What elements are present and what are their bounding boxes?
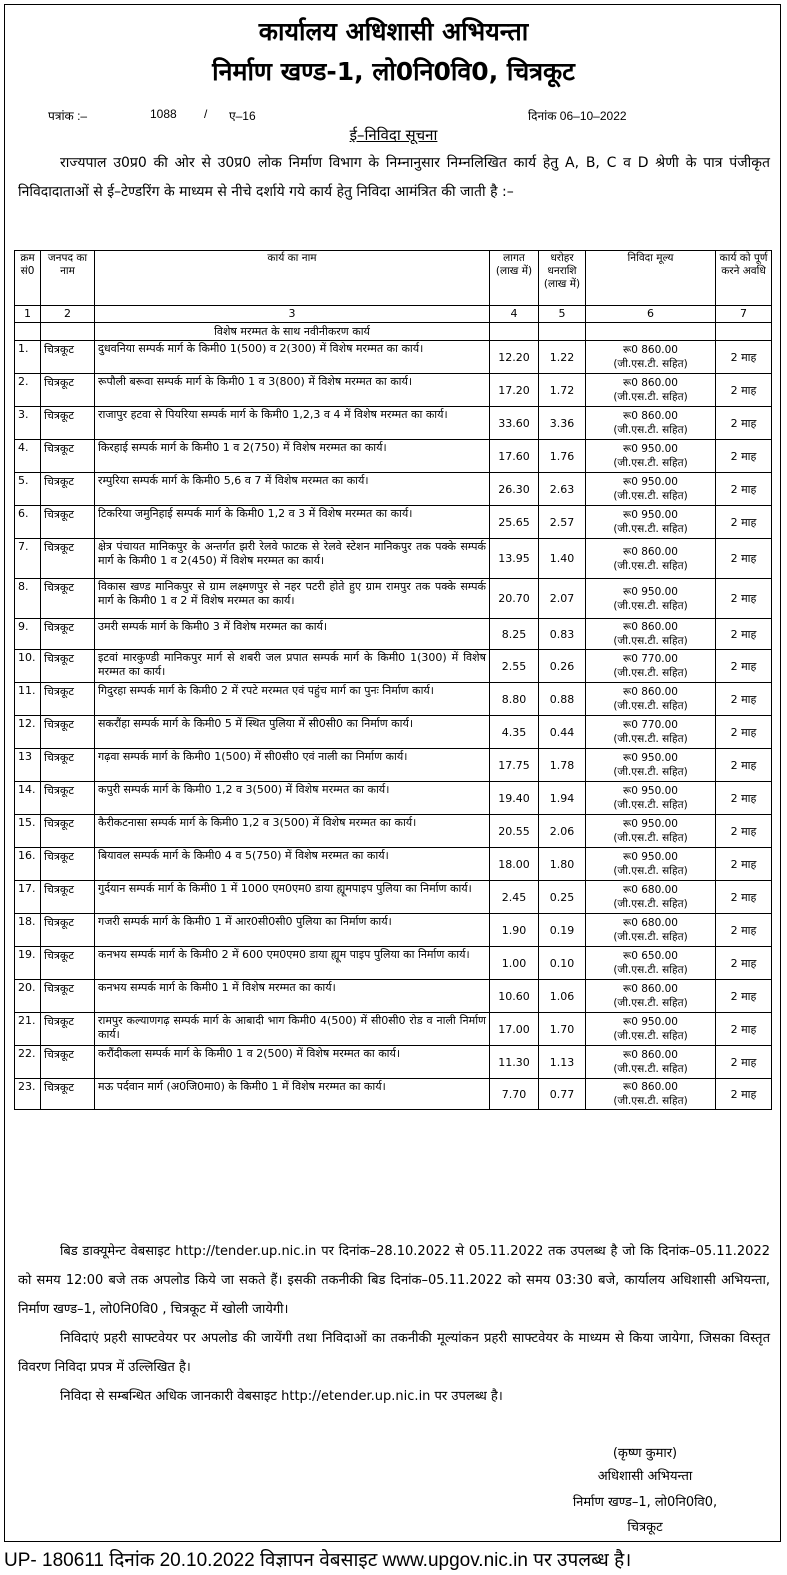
row-price-gst: (जी.एस.टी. सहित): [613, 832, 688, 844]
table-row: [15, 341, 772, 374]
signatory-designation: अधिशासी अभियन्ता: [597, 1469, 693, 1484]
column-number: 6: [586, 306, 716, 323]
row-district: चित्रकूट: [41, 1013, 95, 1046]
row-district: चित्रकूट: [41, 579, 95, 619]
row-district: चित्रकूट: [41, 407, 95, 440]
row-cost: 17.20: [490, 374, 539, 407]
row-district: चित्रकूट: [41, 716, 95, 749]
row-work-name: गिदुरहा सम्पर्क मार्ग के किमी0 2 में रपटे मरम्मत एवं पहुंच मार्ग का पुनः निर्माण कार्य।: [95, 683, 490, 716]
header-district: जनपद का नाम: [41, 251, 95, 306]
row-work-name: क्षेत्र पंचायत मानिकपुर के अन्तर्गत झरी रेलवे फाटक से रेलवे स्टेशन मानिकपुर तक पक्के सम्पर्क मार्ग के किमी0 1 व 2(450) में विशेष मरम्मत का कार्य।: [95, 539, 490, 579]
row-emd: 2.57: [539, 506, 586, 539]
row-period: 2 माह: [716, 440, 772, 473]
row-price-gst: (जी.एस.टी. सहित): [613, 700, 688, 712]
section-row: [15, 323, 772, 341]
row-price-amount: रू0 950.00: [623, 785, 678, 797]
row-serial: 12.: [15, 716, 41, 749]
row-price: [586, 650, 716, 683]
row-work-name: सकरौंहा सम्पर्क मार्ग के किमी0 5 में स्थित पुलिया में सी0सी0 का निर्माण कार्य।: [95, 716, 490, 749]
row-period: 2 माह: [716, 815, 772, 848]
table-row: [15, 473, 772, 506]
row-cost: 1.00: [490, 947, 539, 980]
patrank-code: ए–16: [229, 109, 256, 123]
row-period: 2 माह: [716, 619, 772, 650]
row-serial: 4.: [15, 440, 41, 473]
row-price-amount: रू0 860.00: [623, 983, 678, 995]
row-work-name: इटवां मारकुण्डी मानिकपुर मार्ग से शबरी जल प्रपात सम्पर्क मार्ग के किमी0 1(300) में विशेष मरम्मत का कार्य।: [95, 650, 490, 683]
row-period: 2 माह: [716, 1046, 772, 1079]
footer-para-2: निविदाएं प्रहरी साफ्टवेयर पर अपलोड की जायेंगी तथा निविदाओं का तकनीकी मूल्यांकन प्रहरी साफ्टवेयर के माध्यम से किया जायेगा, जिसका विस्तृत विवरण निविदा प्रपत्र में उल्लिखित है।: [18, 1331, 770, 1375]
row-price-amount: रू0 770.00: [623, 653, 678, 665]
table-row: [15, 579, 772, 619]
row-serial: 15.: [15, 815, 41, 848]
footer-text: [18, 1237, 770, 1411]
row-price: [586, 881, 716, 914]
table-row: [15, 683, 772, 716]
row-price-amount: रू0 680.00: [623, 917, 678, 929]
row-period: 2 माह: [716, 1013, 772, 1046]
row-serial: 11.: [15, 683, 41, 716]
row-serial: 16.: [15, 848, 41, 881]
row-period: 2 माह: [716, 579, 772, 619]
row-period: 2 माह: [716, 716, 772, 749]
row-work-name: कपुरी सम्पर्क मार्ग के किमी0 1,2 व 3(500) में विशेष मरम्मत का कार्य।: [95, 782, 490, 815]
row-cost: 12.20: [490, 341, 539, 374]
row-period: 2 माह: [716, 914, 772, 947]
row-district: चित्रकूट: [41, 1046, 95, 1079]
row-district: चित्रकूट: [41, 848, 95, 881]
row-price: [586, 1046, 716, 1079]
row-price-gst: (जी.एस.टी. सहित): [613, 766, 688, 778]
row-serial: 8.: [15, 579, 41, 619]
row-work-name: कनभय सम्पर्क मार्ग के किमी0 2 में 600 एम0एम0 डाया ह्यूम पाइप पुलिया का निर्माण कार्य।: [95, 947, 490, 980]
row-serial: 9.: [15, 619, 41, 650]
table-row: [15, 782, 772, 815]
intro-text: राज्यपाल उ0प्र0 की ओर से उ0प्र0 लोक निर्माण विभाग के निम्नानुसार निम्नलिखित कार्य हेतु A, B, C व D श्रेणी के पात्र पंजीकृत निविदादाताओं से ई–टेण्डरिंग के माध्यम से नीचे दर्शाये गये कार्य हेतु निविदा आमंत्रित की जाती है :–: [18, 155, 770, 200]
row-cost: 8.25: [490, 619, 539, 650]
row-price-gst: (जी.एस.टी. सहित): [613, 997, 688, 1009]
row-price-gst: (जी.एस.टी. सहित): [613, 898, 688, 910]
row-work-name: बियावल सम्पर्क मार्ग के किमी0 4 व 5(750) में विशेष मरम्मत का कार्य।: [95, 848, 490, 881]
row-period: 2 माह: [716, 650, 772, 683]
row-emd: 0.26: [539, 650, 586, 683]
row-work-name: कनभय सम्पर्क मार्ग के किमी0 1 में विशेष मरम्मत का कार्य।: [95, 980, 490, 1013]
row-period: 2 माह: [716, 539, 772, 579]
row-district: चित्रकूट: [41, 341, 95, 374]
row-emd: 1.13: [539, 1046, 586, 1079]
header-sn: क्रम सं0: [15, 251, 41, 306]
row-cost: 7.70: [490, 1079, 539, 1110]
row-district: चित्रकूट: [41, 473, 95, 506]
row-emd: 0.77: [539, 1079, 586, 1110]
table-row: [15, 374, 772, 407]
row-emd: 0.25: [539, 881, 586, 914]
row-district: चित्रकूट: [41, 506, 95, 539]
row-cost: 20.55: [490, 815, 539, 848]
row-price: [586, 539, 716, 579]
table-row: [15, 650, 772, 683]
row-price-gst: (जी.एस.टी. सहित): [613, 799, 688, 811]
table-row: [15, 947, 772, 980]
row-emd: 0.19: [539, 914, 586, 947]
row-price-gst: (जी.एस.टी. सहित): [613, 523, 688, 535]
row-district: चित्रकूट: [41, 619, 95, 650]
row-price-amount: रू0 950.00: [623, 476, 678, 488]
row-price-amount: रू0 860.00: [623, 344, 678, 356]
row-price-gst: (जी.एस.टी. सहित): [613, 559, 688, 572]
row-work-name: गुर्दयान सम्पर्क मार्ग के किमी0 1 में 1000 एम0एम0 डाया ह्यूमपाइप पुलिया का निर्माण कार्य।: [95, 881, 490, 914]
row-cost: 10.60: [490, 980, 539, 1013]
row-price-gst: (जी.एस.टी. सहित): [613, 1030, 688, 1042]
intro-paragraph: [18, 149, 770, 207]
column-number: 2: [41, 306, 95, 323]
row-price-amount: रू0 950.00: [623, 818, 678, 830]
row-work-name: रामपुर कल्याणगढ़ सम्पर्क मार्ग के आबादी भाग किमी0 4(500) में सी0सी0 रोड व नाली निर्माण कार्य।: [95, 1013, 490, 1046]
row-cost: 1.90: [490, 914, 539, 947]
row-price-amount: रू0 860.00: [623, 686, 678, 698]
row-serial: 6.: [15, 506, 41, 539]
row-serial: 2.: [15, 374, 41, 407]
row-serial: 1.: [15, 341, 41, 374]
row-price-gst: (जी.एस.टी. सहित): [613, 733, 688, 745]
row-price-amount: रू0 950.00: [623, 1016, 678, 1028]
table-header-row: [15, 251, 772, 306]
row-price: [586, 980, 716, 1013]
table-row: [15, 1046, 772, 1079]
row-price-amount: रू0 860.00: [623, 377, 678, 389]
row-price-amount: रू0 950.00: [623, 752, 678, 764]
row-serial: 23.: [15, 1079, 41, 1110]
row-price: [586, 619, 716, 650]
row-cost: 8.80: [490, 683, 539, 716]
row-period: 2 माह: [716, 341, 772, 374]
office-title: कार्यालय अधिशासी अभियन्ता: [258, 17, 529, 46]
row-price-amount: रू0 860.00: [623, 621, 678, 633]
row-cost: 19.40: [490, 782, 539, 815]
section-title: विशेष मरम्मत के साथ नवीनीकरण कार्य: [95, 323, 490, 341]
row-price: [586, 914, 716, 947]
row-district: चित्रकूट: [41, 539, 95, 579]
row-emd: 3.36: [539, 407, 586, 440]
row-district: चित्रकूट: [41, 683, 95, 716]
row-emd: 0.83: [539, 619, 586, 650]
row-serial: 19.: [15, 947, 41, 980]
row-price: [586, 716, 716, 749]
row-emd: 1.22: [539, 341, 586, 374]
row-district: चित्रकूट: [41, 947, 95, 980]
row-period: 2 माह: [716, 407, 772, 440]
row-district: चित्रकूट: [41, 782, 95, 815]
row-emd: 1.94: [539, 782, 586, 815]
division-title: निर्माण खण्ड-1, लो0नि0वि0, चित्रकूट: [212, 57, 575, 86]
row-price: [586, 341, 716, 374]
row-district: चित्रकूट: [41, 914, 95, 947]
row-cost: 18.00: [490, 848, 539, 881]
column-number: 7: [716, 306, 772, 323]
column-number: 5: [539, 306, 586, 323]
row-work-name: रम्पुरिया सम्पर्क मार्ग के किमी0 5,6 व 7 में विशेष मरम्मत का कार्य।: [95, 473, 490, 506]
signatory-place: चित्रकूट: [627, 1520, 663, 1535]
header-price: निविदा मूल्य: [586, 251, 716, 306]
row-serial: 5.: [15, 473, 41, 506]
patrank-number: 1088: [150, 107, 177, 121]
row-period: 2 माह: [716, 881, 772, 914]
row-price-gst: (जी.एस.टी. सहित): [613, 457, 688, 469]
notice-title: ई–निविदा सूचना: [349, 126, 438, 144]
row-cost: 2.55: [490, 650, 539, 683]
row-district: चित्रकूट: [41, 374, 95, 407]
row-serial: 18.: [15, 914, 41, 947]
row-emd: 2.06: [539, 815, 586, 848]
row-period: 2 माह: [716, 947, 772, 980]
row-price-amount: रू0 950.00: [623, 851, 678, 863]
row-price: [586, 506, 716, 539]
table-row: [15, 716, 772, 749]
row-work-name: रूपौली बरूवा सम्पर्क मार्ग के किमी0 1 व 3(800) में विशेष मरम्मत का कार्य।: [95, 374, 490, 407]
row-price: [586, 1013, 716, 1046]
row-price: [586, 848, 716, 881]
row-district: चित्रकूट: [41, 650, 95, 683]
row-work-name: किरहाई सम्पर्क मार्ग के किमी0 1 व 2(750) में विशेष मरम्मत का कार्य।: [95, 440, 490, 473]
row-period: 2 माह: [716, 473, 772, 506]
row-period: 2 माह: [716, 506, 772, 539]
row-emd: 1.06: [539, 980, 586, 1013]
row-period: 2 माह: [716, 980, 772, 1013]
footer-para-3: निविदा से सम्बन्धित अधिक जानकारी वेबसाइट http://etender.up.nic.in पर उपलब्ध है।: [60, 1389, 503, 1404]
row-price-gst: (जी.एस.टी. सहित): [613, 667, 688, 679]
header-period: कार्य को पूर्ण करने अवधि: [716, 251, 772, 306]
table-row: [15, 914, 772, 947]
row-price: [586, 815, 716, 848]
header-cost: लागत (लाख में): [490, 251, 539, 306]
row-district: चित्रकूट: [41, 815, 95, 848]
row-price: [586, 374, 716, 407]
row-price-gst: (जी.एस.टी. सहित): [613, 358, 688, 370]
table-row: [15, 1079, 772, 1110]
table-row: [15, 848, 772, 881]
row-period: 2 माह: [716, 374, 772, 407]
row-serial: 10.: [15, 650, 41, 683]
patrank-label: पत्रांक :–: [48, 109, 88, 123]
row-district: चित्रकूट: [41, 1079, 95, 1110]
row-price-amount: रू0 650.00: [623, 950, 678, 962]
row-cost: 13.95: [490, 539, 539, 579]
table-row: [15, 619, 772, 650]
row-work-name: उमरी सम्पर्क मार्ग के किमी0 3 में विशेष मरम्मत का कार्य।: [95, 619, 490, 650]
row-price-amount: रू0 950.00: [623, 585, 678, 598]
row-price-amount: रू0 950.00: [623, 443, 678, 455]
row-work-name: गढ़वा सम्पर्क मार्ग के किमी0 1(500) में सी0सी0 एवं नाली का निर्माण कार्य।: [95, 749, 490, 782]
row-price-gst: (जी.एस.टी. सहित): [613, 424, 688, 436]
row-price-gst: (जी.एस.टी. सहित): [613, 391, 688, 403]
row-work-name: विकास खण्ड मानिकपुर से ग्राम लक्ष्मणपुर से नहर पटरी होते हुए ग्राम रामपुर तक पक्के सम्पर्क मार्ग के किमी0 1 व 2 में विशेष मरम्मत का कार्य।: [95, 579, 490, 619]
row-emd: 0.10: [539, 947, 586, 980]
signatory-division: निर्माण खण्ड–1, लो0नि0वि0,: [572, 1495, 718, 1510]
row-work-name: दुधवनिया सम्पर्क मार्ग के किमी0 1(500) व 2(300) में विशेष मरम्मत का कार्य।: [95, 341, 490, 374]
row-price: [586, 1079, 716, 1110]
column-number: 3: [95, 306, 490, 323]
row-emd: 1.72: [539, 374, 586, 407]
header-emd: धरोहर धनराशि (लाख में): [539, 251, 586, 306]
row-serial: 17.: [15, 881, 41, 914]
table-row: [15, 881, 772, 914]
row-cost: 17.00: [490, 1013, 539, 1046]
row-cost: 20.70: [490, 579, 539, 619]
table-row: [15, 440, 772, 473]
table-row: [15, 749, 772, 782]
row-work-name: करौंदीकला सम्पर्क मार्ग के किमी0 1 व 2(500) में विशेष मरम्मत का कार्य।: [95, 1046, 490, 1079]
row-price-amount: रू0 680.00: [623, 884, 678, 896]
row-work-name: मऊ पर्दवान मार्ग (अ0जि0मा0) के किमी0 1 में विशेष मरम्मत का कार्य।: [95, 1079, 490, 1110]
row-price-gst: (जी.एस.टी. सहित): [613, 964, 688, 976]
row-emd: 0.44: [539, 716, 586, 749]
row-cost: 2.45: [490, 881, 539, 914]
row-serial: 13: [15, 749, 41, 782]
row-price-amount: रू0 770.00: [623, 719, 678, 731]
row-cost: 26.30: [490, 473, 539, 506]
row-serial: 21.: [15, 1013, 41, 1046]
table-row: [15, 980, 772, 1013]
row-price-amount: रू0 860.00: [623, 1081, 678, 1093]
works-table: [14, 250, 772, 1110]
row-price-gst: (जी.एस.टी. सहित): [613, 1063, 688, 1075]
row-price: [586, 947, 716, 980]
row-price-gst: (जी.एस.टी. सहित): [613, 599, 688, 612]
row-period: 2 माह: [716, 782, 772, 815]
row-emd: 1.76: [539, 440, 586, 473]
row-emd: 2.63: [539, 473, 586, 506]
row-price: [586, 683, 716, 716]
row-price: [586, 579, 716, 619]
row-cost: 25.65: [490, 506, 539, 539]
header-work: कार्य का नाम: [95, 251, 490, 306]
row-work-name: गजरी सम्पर्क मार्ग के किमी0 1 में आर0सी0सी0 पुलिया का निर्माण कार्य।: [95, 914, 490, 947]
row-serial: 22.: [15, 1046, 41, 1079]
row-price-amount: रू0 860.00: [623, 410, 678, 422]
row-district: चित्रकूट: [41, 440, 95, 473]
row-price-amount: रू0 860.00: [623, 545, 678, 558]
row-cost: 4.35: [490, 716, 539, 749]
row-price-amount: रू0 860.00: [623, 1049, 678, 1061]
row-price-gst: (जी.एस.टी. सहित): [613, 490, 688, 502]
notice-date: दिनांक 06–10–2022: [528, 109, 627, 123]
signatory-name: (कृष्ण कुमार): [612, 1446, 678, 1461]
row-price-gst: (जी.एस.टी. सहित): [613, 1095, 688, 1107]
column-number-row: [15, 306, 772, 323]
row-emd: 1.40: [539, 539, 586, 579]
row-price-gst: (जी.एस.टी. सहित): [613, 635, 688, 647]
row-cost: 17.75: [490, 749, 539, 782]
row-cost: 33.60: [490, 407, 539, 440]
column-number: 1: [15, 306, 41, 323]
row-period: 2 माह: [716, 683, 772, 716]
row-serial: 7.: [15, 539, 41, 579]
table-row: [15, 1013, 772, 1046]
table-row: [15, 539, 772, 579]
row-serial: 14.: [15, 782, 41, 815]
row-price-amount: रू0 950.00: [623, 509, 678, 521]
row-price: [586, 749, 716, 782]
row-district: चित्रकूट: [41, 980, 95, 1013]
row-period: 2 माह: [716, 1079, 772, 1110]
column-number: 4: [490, 306, 539, 323]
advertisement-line: UP- 180611 दिनांक 20.10.2022 विज्ञापन वेबसाइट www.upgov.nic.in पर उपलब्ध है।: [4, 1550, 632, 1571]
row-work-name: राजापुर हटवा से पियरिया सम्पर्क मार्ग के किमी0 1,2,3 व 4 में विशेष मरम्मत का कार्य।: [95, 407, 490, 440]
row-period: 2 माह: [716, 749, 772, 782]
table-row: [15, 407, 772, 440]
row-price: [586, 440, 716, 473]
patrank-separator: /: [204, 107, 208, 121]
row-cost: 17.60: [490, 440, 539, 473]
row-cost: 11.30: [490, 1046, 539, 1079]
row-price: [586, 407, 716, 440]
row-price-gst: (जी.एस.टी. सहित): [613, 865, 688, 877]
row-work-name: टिकरिया जमुनिहाई सम्पर्क मार्ग के किमी0 1,2 व 3 में विशेष मरम्मत का कार्य।: [95, 506, 490, 539]
row-emd: 1.80: [539, 848, 586, 881]
row-emd: 2.07: [539, 579, 586, 619]
row-district: चित्रकूट: [41, 881, 95, 914]
table-row: [15, 815, 772, 848]
row-serial: 3.: [15, 407, 41, 440]
row-emd: 0.88: [539, 683, 586, 716]
row-price: [586, 782, 716, 815]
row-serial: 20.: [15, 980, 41, 1013]
row-price-gst: (जी.एस.टी. सहित): [613, 931, 688, 943]
row-emd: 1.78: [539, 749, 586, 782]
row-price: [586, 473, 716, 506]
row-emd: 1.70: [539, 1013, 586, 1046]
footer-para-1: बिड डाक्यूमेन्ट वेबसाइट http://tender.up.nic.in पर दिनांक–28.10.2022 से 05.11.2022 तक उपलब्ध है जो कि दिनांक–05.11.2022 को समय 12:00 बजे तक अपलोड किये जा सकते हैं। इसकी तकनीकी बिड दिनांक–05.11.2022 को समय 03:30 बजे, कार्यालय अधिशासी अभियन्ता, निर्माण खण्ड–1, लो0नि0वि0 , चित्रकूट में खोली जायेगी।: [18, 1244, 770, 1317]
row-work-name: कैरीकटनासा सम्पर्क मार्ग के किमी0 1,2 व 3(500) में विशेष मरम्मत का कार्य।: [95, 815, 490, 848]
table-row: [15, 506, 772, 539]
row-district: चित्रकूट: [41, 749, 95, 782]
row-period: 2 माह: [716, 848, 772, 881]
